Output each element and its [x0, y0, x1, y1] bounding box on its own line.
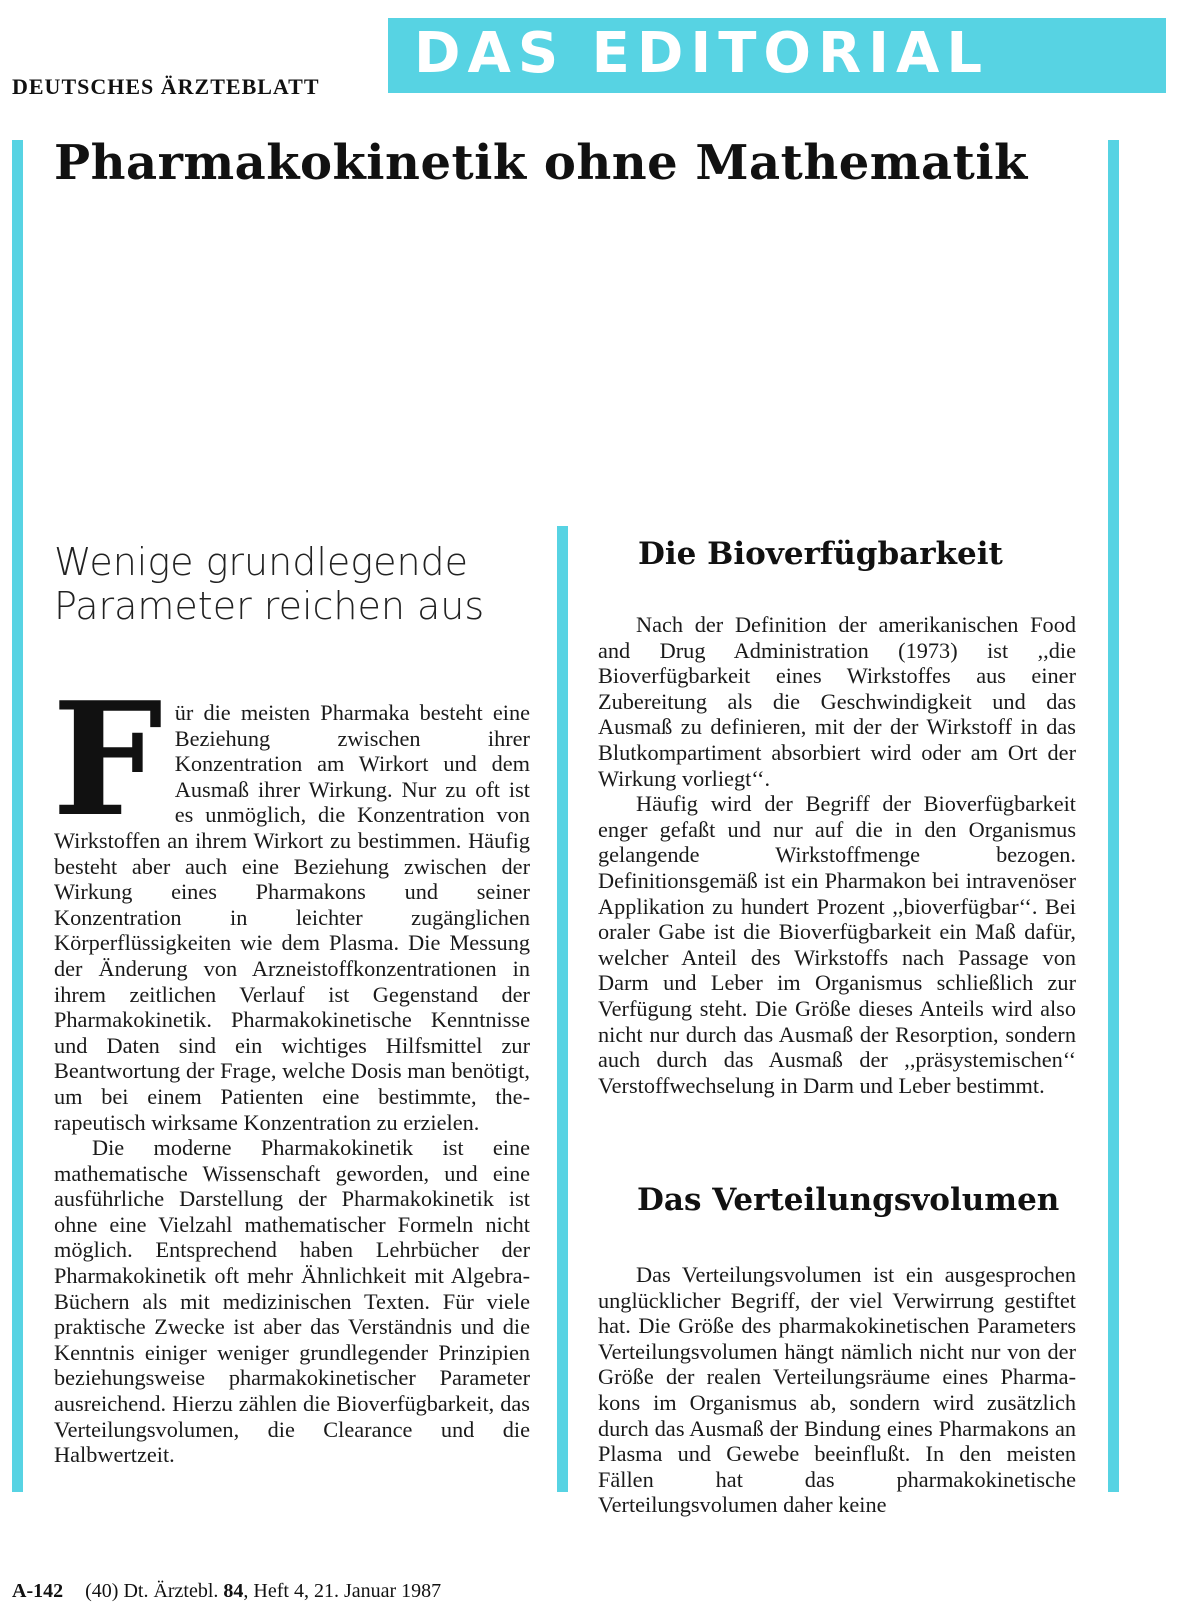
article-title: Pharmakokinetik ohne Mathematik [54, 135, 1028, 191]
issue-page: (40) [85, 1580, 119, 1602]
body-paragraph: Die moderne Pharmakokinetik ist eine mathematische Wissenschaft geworden, und eine ausführliche Darstellung der Pharmakokinetik ist ohne eine Vielzahl mathematischer Formeln nicht möglich. Entsprechend haben Lehrbücher der Pharmakokinetik oft mehr Ähnlichkeit mit Algebra-Büchern als mit medizinischen Texten. Für viele praktische Zwecke ist aber das Verständnis und die Kenntnis einiger weniger grundlegender Prinzipien beziehungsweise pharmakokinetischer Parameter ausreichend. Hierzu zählen die Bioverfügbarkeit, das Verteilungsvolumen, die Clearance und die Halbwertzeit. [54, 1135, 530, 1468]
left-accent-bar [12, 140, 23, 1492]
middle-accent-bar [557, 526, 568, 1492]
left-column-text [52, 668, 530, 1468]
drop-cap: F [52, 668, 163, 851]
intro-paragraph-text: ür die meisten Pharmaka besteht eine Beziehung zwischen ihrer Konzentration am Wirkort und dem Ausmaß ihrer Wirkung. Nur zu oft ist es unmöglich, die Konzentration von Wirkstoffen an ihrem Wirkort zu bestimmen. Häufig besteht aber auch eine Beziehung zwischen der Wirkung eines Pharmakons und seiner Konzentration in leichter zugänglichen Körperflüssigkeiten wie dem Plasma. Die Messung der Änderung von Arzneistoffkonzentrationen in ihrem zeitlichen Verlauf ist Gegenstand der Pharmakokinetik. Pharmakokinetische Kenntnisse und Daten sind ein wichtiges Hilfsmittel zur Beantwortung der Frage, welche Dosis man benötigt, um bei einem Patienten eine bestimmte, therapeutisch wirksame Konzentration zu erzielen. [54, 700, 530, 1135]
journal-abbreviation: Dt. Ärztebl. [123, 1580, 219, 1602]
intro-paragraph [52, 668, 530, 1135]
section-banner-label: DAS EDITORIAL [414, 21, 990, 86]
verteilungsvolumen-paragraph-1: Das Verteilungsvolumen ist ein ausgesprochen unglücklicher Begriff, der viel Verwirrung gestiftet hat. Die Größe des pharmakokinetischen Parameters Verteilungsvolumen hängt nämlich nicht nur von der Größe der realen Verteilungsräume eines Pharmakons im Organismus ab, sondern wird zusätzlich durch das Ausmaß der Bindung eines Pharmakons an Plasma und Gewebe beeinflußt. In den meisten Fällen hat das pharmakokinetische Verteilungsvolumen daher keine [598, 1262, 1076, 1518]
journal-name: DEUTSCHES ÄRZTEBLATT [12, 74, 320, 99]
section-heading-bioverfuegbarkeit: Die Bioverfügbarkeit [638, 536, 1003, 572]
bioverfuegbarkeit-paragraph-2: Häufig wird der Begriff der Bioverfügbarkeit enger gefaßt und nur auf die in den Organismus gelangende Wirkstoffmenge bezogen. Definitionsgemäß ist ein Pharmakon bei intravenöser Applikation zu hundert Prozent ,,bioverfügbar‘‘. Bei oraler Gabe ist die Bioverfügbarkeit ein Maß dafür, welcher Anteil des Wirkstoffs nach Passage von Darm und Leber im Organismus schließlich zur Verfügung steht. Die Größe dieses Anteils wird also nicht nur durch das Ausmaß der Resorption, sondern auch durch das Ausmaß der ,,präsystemischen‘‘ Verstoffwechselung in Darm und Leber bestimmt. [598, 791, 1076, 1098]
page-number: A-142 [12, 1580, 64, 1602]
issue-date: Heft 4, 21. Januar 1987 [253, 1580, 442, 1602]
verteilungsvolumen-text [598, 1262, 1076, 1518]
bioverfuegbarkeit-text [598, 612, 1076, 1098]
section-banner [388, 18, 1166, 93]
bioverfuegbarkeit-paragraph-1: Nach der Definition der amerikanischen Food and Drug Administration (1973) ist ,,die Bioverfügbarkeit eines Wirkstoffes aus einer Zubereitung als die Geschwindigkeit und das Ausmaß zu definieren, mit der der Wirkstoff in das Blutkompartiment absorbiert wird oder am Ort der Wirkung vorliegt‘‘. [598, 612, 1076, 791]
right-accent-bar [1108, 140, 1119, 1492]
page-footer: A-142 (40) Dt. Ärztebl. 84, Heft 4, 21. Januar 1987 [12, 1580, 442, 1602]
section-heading-verteilungsvolumen: Das Verteilungsvolumen [637, 1182, 1060, 1218]
volume-number: 84 [223, 1580, 244, 1602]
article-subtitle: Wenige grundlegende Parameter reichen aus [54, 540, 485, 628]
